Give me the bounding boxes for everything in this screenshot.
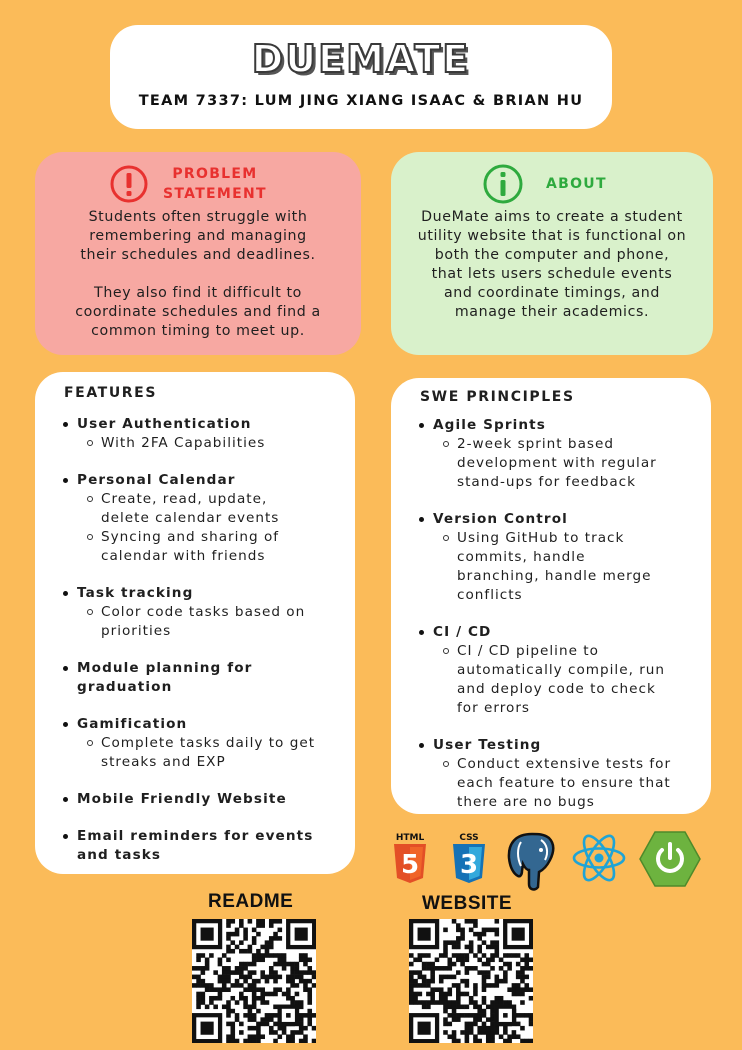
sub-bullet-line: Using GitHub to track	[457, 530, 625, 546]
sub-bullet-line: CI / CD pipeline to	[457, 643, 599, 659]
list-item	[63, 471, 345, 584]
sub-bullet-line: Color code tasks based on	[101, 604, 306, 620]
team-subtitle: TEAM 7337: LUM JING XIANG ISAAC & BRIAN HU	[138, 93, 584, 109]
bullet-label	[419, 510, 701, 529]
problem-heading-row	[109, 164, 267, 204]
bullet-label	[419, 416, 701, 435]
bullet-label	[63, 827, 345, 865]
about-line: DueMate aims to create a student	[421, 209, 683, 225]
swe-title: SWE PRINCIPLES	[420, 389, 575, 405]
bullet-label-line: Email reminders for events	[77, 828, 314, 844]
sub-bullet-line: priorities	[101, 623, 172, 639]
css3-number: 3	[459, 850, 479, 880]
list-item	[419, 736, 701, 812]
problem-line: common timing to meet up.	[91, 323, 305, 339]
sub-bullet	[419, 529, 701, 605]
sub-bullet-line: calendar with friends	[101, 548, 266, 564]
sub-bullet-line: stand-ups for feedback	[457, 474, 636, 490]
bullet-label-line: Version Control	[433, 511, 568, 527]
problem-line: their schedules and deadlines.	[80, 247, 316, 263]
sub-bullet-line: branching, handle merge	[457, 568, 652, 584]
bullet-label	[419, 623, 701, 642]
list-item	[419, 416, 701, 510]
sub-bullet-line: 2-week sprint based	[457, 436, 614, 452]
problem-line: remembering and managing	[89, 228, 307, 244]
problem-heading-line2: STATEMENT	[163, 186, 267, 202]
sub-bullet	[63, 528, 345, 566]
bullet-label	[63, 584, 345, 603]
bullet-label	[63, 790, 345, 809]
bullet-label-line: CI / CD	[433, 624, 492, 640]
bullet-label	[419, 736, 701, 755]
bullet-label-line: Mobile Friendly Website	[77, 791, 287, 807]
bullet-label-line: Personal Calendar	[77, 472, 236, 488]
sub-bullet-line: Create, read, update,	[101, 491, 268, 507]
problem-heading	[163, 164, 267, 204]
exclamation-icon	[109, 164, 149, 204]
sub-bullet	[63, 734, 345, 772]
readme-qr-code[interactable]	[192, 919, 316, 1043]
react-icon	[571, 830, 627, 886]
about-card	[391, 152, 713, 355]
bullet-label	[63, 471, 345, 490]
bullet-label-line: User Testing	[433, 737, 542, 753]
about-line: manage their academics.	[454, 304, 650, 320]
bullet-label-line: User Authentication	[77, 416, 252, 432]
about-paragraph	[399, 208, 705, 322]
problem-paragraph-1	[49, 208, 347, 265]
problem-line: Students often struggle with	[88, 209, 308, 225]
sub-bullet-line: Complete tasks daily to get	[101, 735, 316, 751]
features-card	[35, 372, 355, 874]
about-line: both the computer and phone,	[434, 247, 670, 263]
website-label: WEBSITE	[422, 893, 513, 914]
about-line: utility website that is functional on	[417, 228, 687, 244]
list-item	[419, 510, 701, 623]
sub-bullet	[63, 603, 345, 641]
sub-bullet-line: With 2FA Capabilities	[101, 435, 266, 451]
list-item	[63, 415, 345, 471]
list-item	[419, 623, 701, 736]
list-item	[63, 584, 345, 659]
problem-statement-card	[35, 152, 361, 355]
html5-number: 5	[400, 850, 420, 880]
page-title: DUEMATE	[251, 37, 471, 81]
website-qr-code[interactable]	[409, 919, 533, 1043]
sub-bullet-line: delete calendar events	[101, 510, 280, 526]
list-item	[63, 715, 345, 790]
title-card	[110, 25, 612, 129]
sub-bullet-line: automatically compile, run	[457, 662, 666, 678]
sub-bullet-line: development with regular	[457, 455, 657, 471]
about-heading: ABOUT	[546, 176, 607, 192]
about-heading-row	[482, 163, 607, 205]
bullet-label	[63, 415, 345, 434]
problem-line: coordinate schedules and find a	[75, 304, 321, 320]
css3-icon	[449, 830, 489, 886]
problem-paragraph-2	[49, 284, 347, 341]
features-title: FEATURES	[64, 385, 158, 401]
sub-bullet-line: streaks and EXP	[101, 754, 226, 770]
readme-label: README	[208, 891, 294, 912]
sub-bullet	[419, 435, 701, 492]
features-list	[63, 415, 345, 865]
sub-bullet	[63, 490, 345, 528]
postgresql-icon	[503, 830, 561, 894]
bullet-label	[63, 715, 345, 734]
sub-bullet-line: each feature to ensure that	[457, 775, 671, 791]
sub-bullet-line: conflicts	[457, 587, 523, 603]
spring-boot-icon	[638, 830, 702, 888]
sub-bullet-line: commits, handle	[457, 549, 586, 565]
html5-label: HTML	[395, 833, 425, 843]
info-icon	[482, 163, 524, 205]
bullet-label-line: Task tracking	[77, 585, 194, 601]
list-item	[63, 827, 345, 865]
sub-bullet-line: for errors	[457, 700, 531, 716]
problem-heading-line1: PROBLEM	[172, 166, 258, 182]
bullet-label-line: and tasks	[77, 847, 162, 863]
bullet-label-line: Agile Sprints	[433, 417, 546, 433]
list-item	[63, 659, 345, 715]
html5-icon	[390, 830, 430, 886]
sub-bullet	[419, 642, 701, 718]
swe-principles-card	[391, 378, 711, 814]
sub-bullet-line: there are no bugs	[457, 794, 595, 810]
problem-line: They also find it difficult to	[94, 285, 302, 301]
bullet-label-line: Gamification	[77, 716, 188, 732]
sub-bullet	[63, 434, 345, 453]
sub-bullet-line: Conduct extensive tests for	[457, 756, 672, 772]
sub-bullet	[419, 755, 701, 812]
css3-label: CSS	[459, 833, 479, 843]
about-line: that lets users schedule events	[431, 266, 673, 282]
list-item	[63, 790, 345, 827]
bullet-label-line: Module planning for	[77, 660, 253, 676]
about-line: and coordinate timings, and	[444, 285, 660, 301]
bullet-label	[63, 659, 345, 697]
sub-bullet-line: Syncing and sharing of	[101, 529, 280, 545]
swe-list	[419, 416, 701, 812]
bullet-label-line: graduation	[77, 679, 173, 695]
sub-bullet-line: and deploy code to check	[457, 681, 656, 697]
